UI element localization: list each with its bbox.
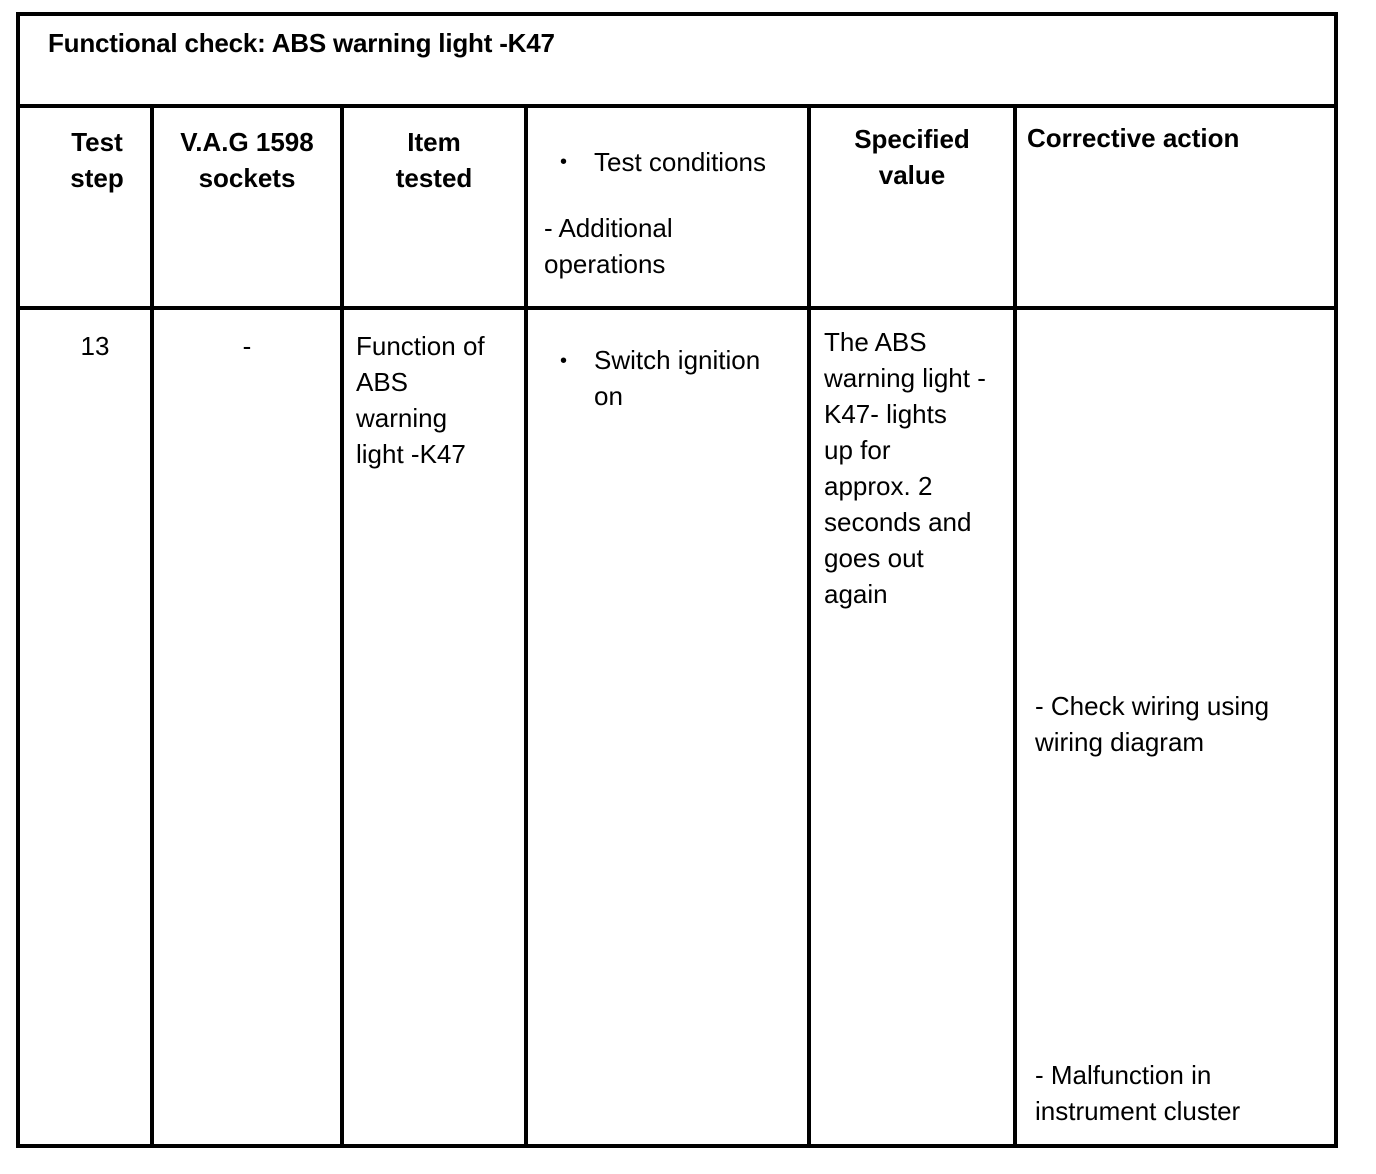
row-item-tested-line: ABS — [356, 367, 409, 397]
header-additional-operations-line: - Additional — [544, 213, 673, 243]
header-specified-value-line: Specified — [854, 124, 970, 154]
title-row — [20, 16, 1334, 108]
header-test-step-line: step — [70, 163, 124, 193]
row-item-tested-line: Function of — [356, 331, 485, 361]
row-specified-value-line: again — [824, 579, 888, 609]
header-test-step — [20, 124, 174, 196]
header-test-conditions-label: Test conditions — [594, 147, 766, 177]
row-corrective-action-line: instrument cluster — [1035, 1096, 1241, 1126]
row-corrective-action-line: wiring diagram — [1035, 727, 1205, 757]
row-corrective-action-1 — [1035, 688, 1269, 760]
header-additional-operations — [544, 210, 673, 282]
column-divider — [524, 104, 528, 1144]
header-additional-operations-line: operations — [544, 249, 666, 279]
row-specified-value-line: The ABS — [824, 327, 927, 357]
row-specified-value-line: goes out — [824, 543, 924, 573]
row-corrective-action-2 — [1035, 1057, 1240, 1129]
column-divider — [1013, 104, 1017, 1144]
row-specified-value-line: approx. 2 — [824, 471, 933, 501]
row-corrective-action-line: - Malfunction in — [1035, 1060, 1212, 1090]
header-divider — [20, 306, 1334, 310]
row-specified-value-line: seconds and — [824, 507, 972, 537]
row-condition-line: on — [594, 381, 623, 411]
column-divider — [807, 104, 811, 1144]
row-condition-text — [594, 342, 760, 414]
header-test-step-line: Test — [71, 127, 123, 157]
row-item-tested-line: light -K47 — [356, 439, 466, 469]
header-sockets — [154, 124, 340, 196]
header-specified-value — [811, 121, 1013, 193]
row-condition-line: Switch ignition — [594, 345, 761, 375]
header-specified-value-line: value — [878, 160, 946, 190]
row-specified-value — [824, 324, 986, 612]
function-check-table — [16, 12, 1338, 1148]
row-specified-value-line: up for — [824, 435, 891, 465]
bullet-icon: • — [560, 151, 568, 173]
bullet-icon: • — [560, 350, 568, 372]
header-item-tested-line: tested — [395, 163, 473, 193]
row-item-tested-line: warning — [356, 403, 448, 433]
row-specified-value-line: K47- lights — [824, 399, 947, 429]
header-sockets-line: sockets — [198, 163, 296, 193]
row-specified-value-line: warning light - — [824, 363, 986, 393]
header-corrective-action: Corrective action — [1027, 123, 1240, 153]
header-item-tested-line: Item — [407, 127, 461, 157]
row-test-step: 13 — [80, 331, 110, 361]
row-corrective-action-line: - Check wiring using — [1035, 691, 1270, 721]
row-item-tested — [356, 328, 485, 472]
column-divider — [150, 104, 154, 1144]
row-sockets: - — [242, 331, 252, 361]
page-title: Functional check: ABS warning light -K47 — [48, 28, 555, 58]
header-sockets-line: V.A.G 1598 — [180, 127, 314, 157]
header-item-tested — [344, 124, 524, 196]
column-divider — [340, 104, 344, 1144]
